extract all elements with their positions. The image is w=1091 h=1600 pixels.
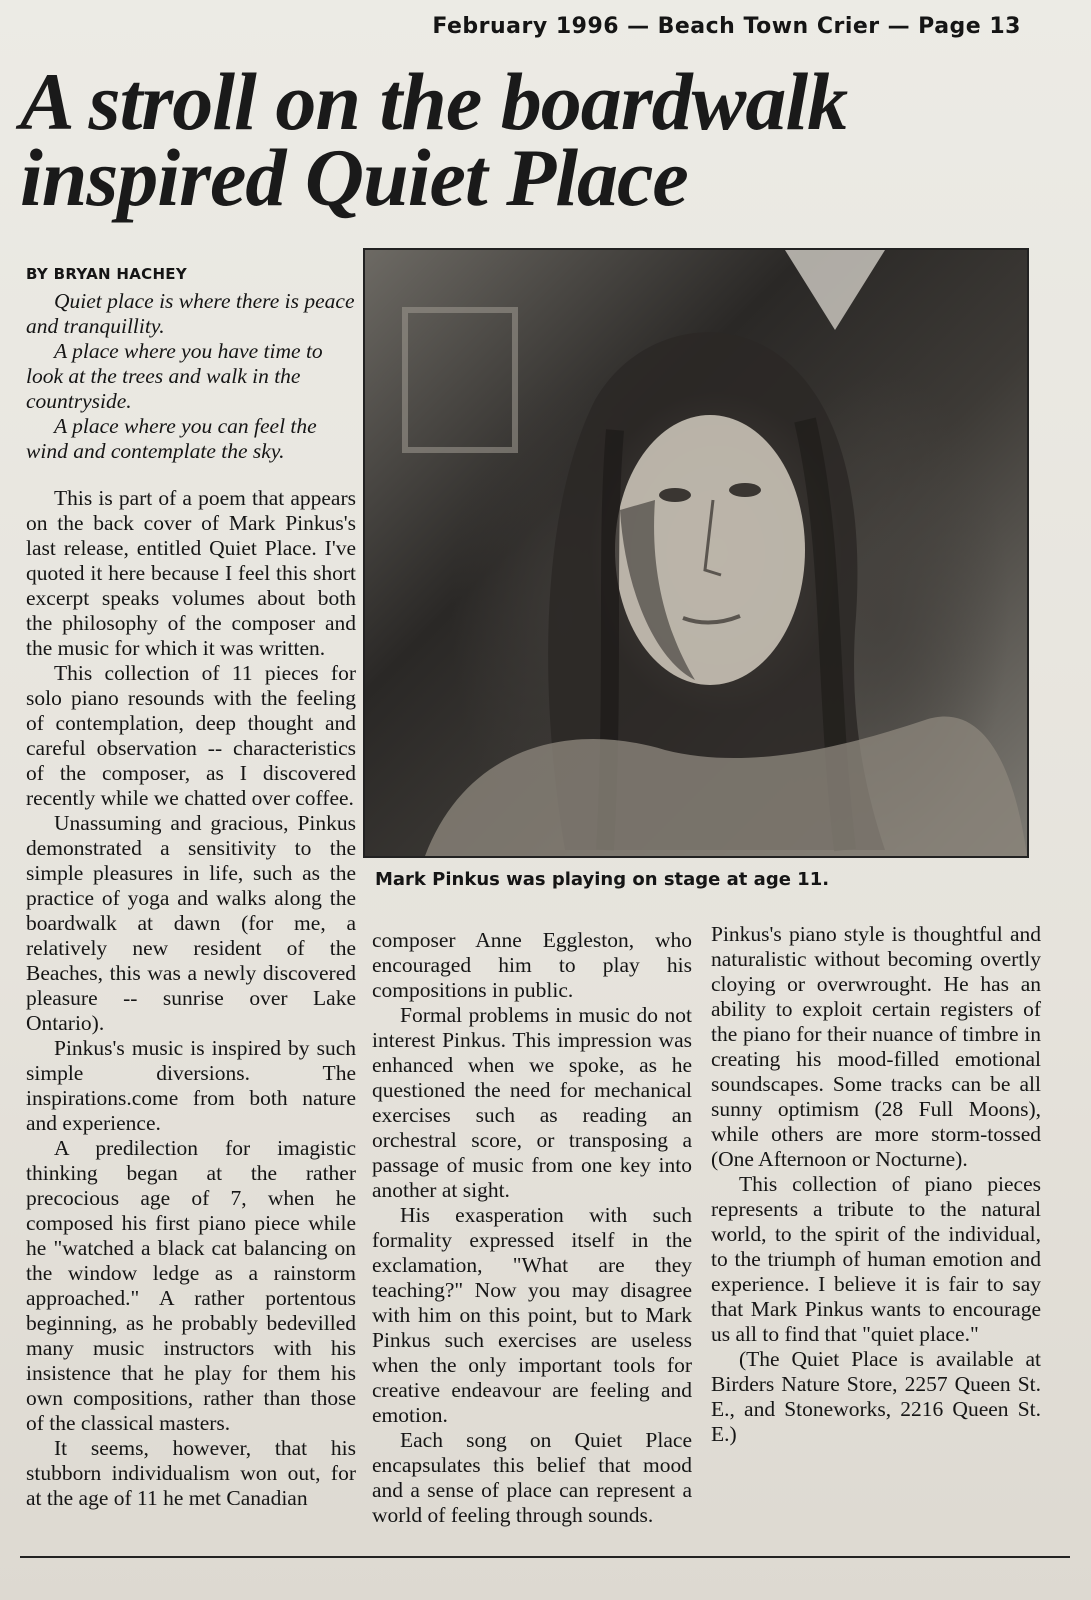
headline-line-1: A stroll on the boardwalk: [20, 56, 848, 147]
photo-caption: Mark Pinkus was playing on stage at age 11.: [375, 869, 830, 890]
article-headline: [20, 56, 1080, 223]
body-paragraph: composer Anne Eggleston, who encouraged him to play his compositions in public.: [372, 928, 692, 1002]
body-paragraph: Pinkus's piano style is thoughtful and naturalistic without becoming overtly cloying or overwrought. He has an ability to exploit certain registers of the piano for their nuance of timbre in creating his mood-filled emotional soundscapes. Some tracks can be all sunny optimism (28 Full Moons), while others are more storm-tossed (One Afternoon or Nocturne).: [711, 922, 1041, 1171]
folio-dash: —: [887, 14, 911, 39]
folio-dash: —: [627, 14, 650, 39]
article-column-2: [372, 928, 692, 1528]
body-paragraph: (The Quiet Place is available at Birders Nature Store, 2257 Queen St. E., and Stoneworks, 2216 Queen St. E.): [711, 1347, 1041, 1446]
body-paragraph: This collection of piano pieces represents a tribute to the natural world, to the spirit of the individual, to the triumph of human emotion and experience. I believe it is fair to say that Mark Pinkus wants to encourage us all to find that "quiet place.": [711, 1172, 1041, 1346]
body-paragraph: Pinkus's music is inspired by such simple diversions. The inspirations.come from both nature and experience.: [26, 1036, 356, 1135]
folio-paper: Beach Town Crier: [657, 14, 880, 39]
body-paragraph: Unassuming and gracious, Pinkus demonstrated a sensitivity to the simple pleasures in life, such as the practice of yoga and walks along the boardwalk at dawn (for me, a relatively new resident of the Beaches, this was a newly discovered pleasure -- sunrise over Lake Ontario).: [26, 811, 356, 1035]
headline-line-2: inspired Quiet Place: [20, 132, 688, 223]
portrait-photo: [363, 248, 1029, 858]
article-column-3: [711, 922, 1041, 1447]
portrait-illustration: [365, 250, 1027, 856]
poem-line: Quiet place is where there is peace and tranquillity.: [26, 289, 355, 338]
poem-excerpt: [26, 289, 356, 464]
article-column-1: [26, 262, 356, 1511]
body-paragraph: This is part of a poem that appears on the back cover of Mark Pinkus's last release, entitled Quiet Place. I've quoted it here because I feel this short excerpt speaks volumes about both the philosophy of the composer and the music for which it was written.: [26, 486, 356, 660]
byline: BY BRYAN HACHEY: [26, 265, 188, 283]
body-paragraph: It seems, however, that his stubborn individualism won out, for at the age of 11 he met Canadian: [26, 1436, 356, 1510]
body-paragraph: His exasperation with such formality expressed itself in the exclamation, "What are they teaching?" Now you may disagree with him on this point, but to Mark Pinkus such exercises are useless when the only important tools for creative endeavour are feeling and emotion.: [372, 1203, 692, 1427]
poem-line: A place where you can feel the wind and contemplate the sky.: [26, 414, 317, 463]
poem-line: A place where you have time to look at the trees and walk in the countryside.: [26, 339, 323, 413]
body-paragraph: A predilection for imagistic thinking began at the rather precocious age of 7, when he composed his first piano piece while he "watched a black cat balancing on the window ledge as a rainstorm approached." A rather portentous beginning, as he probably bedevilled many music instructors with his insistence that he play for them his own compositions, rather than those of the classical masters.: [26, 1136, 356, 1435]
body-paragraph: Each song on Quiet Place encapsulates this belief that mood and a sense of place can represent a world of feeling through sounds.: [372, 1428, 692, 1527]
page-folio: [432, 14, 1021, 39]
folio-page: Page 13: [918, 14, 1021, 39]
folio-date: February 1996: [432, 14, 620, 39]
body-paragraph: This collection of 11 pieces for solo piano resounds with the feeling of contemplation, deep thought and careful observation -- characteristics of the composer, as I discovered recently while we chatted over coffee.: [26, 661, 356, 810]
body-paragraph: Formal problems in music do not interest Pinkus. This impression was enhanced when we spoke, as he questioned the need for mechanical exercises such as reading an orchestral score, or transposing a passage of music from one key into another at sight.: [372, 1003, 692, 1202]
bottom-rule: [20, 1556, 1070, 1558]
